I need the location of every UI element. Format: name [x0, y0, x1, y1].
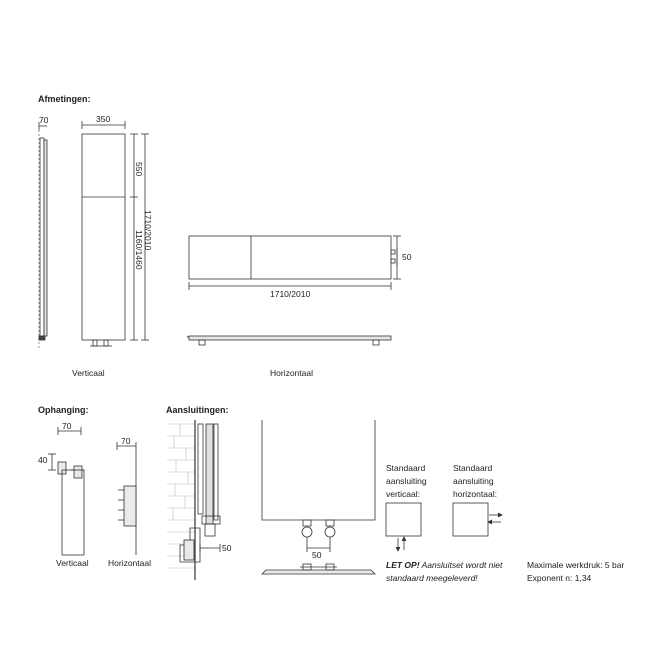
- dim-lower-height-label: 1160/1460: [134, 230, 144, 270]
- dim-depth-label: 70: [39, 115, 49, 125]
- warning-text-line2: standaard meegeleverd!: [386, 573, 478, 583]
- warning-note: [386, 559, 521, 585]
- dim-horiz-length-label: 1710/2010: [270, 289, 311, 299]
- label-standard-horizontal-line2: aansluiting: [453, 476, 494, 486]
- warning-bold: LET OP!: [386, 560, 420, 570]
- connection-wall-section: [167, 420, 220, 580]
- label-standard-vertical: [386, 462, 427, 501]
- section-title-ophanging: Ophanging:: [38, 405, 89, 415]
- dim-total-height-label: 1710/2010: [143, 210, 153, 251]
- label-standard-vertical-line3: verticaal:: [386, 489, 421, 499]
- label-standard-horizontal: [453, 462, 497, 501]
- hang-horizontal: [117, 442, 136, 555]
- standard-connection-horizontal: [453, 503, 502, 536]
- spec-note: [527, 559, 624, 585]
- caption-verticaal: Verticaal: [72, 368, 105, 378]
- label-standard-vertical-line1: Standaard: [386, 463, 426, 473]
- label-standard-horizontal-line3: horizontaal:: [453, 489, 497, 499]
- dim-conn-50a-label: 50: [222, 543, 232, 553]
- label-standard-horizontal-line1: Standaard: [453, 463, 493, 473]
- standard-connection-vertical: [386, 503, 421, 551]
- max-pressure: Maximale werkdruk: 5 bar: [527, 560, 625, 570]
- dim-hang-40-label: 40: [38, 455, 48, 465]
- dim-hang-70a-label: 70: [62, 421, 72, 431]
- dim-width-label: 350: [96, 114, 111, 124]
- dim-conn-50b-label: 50: [312, 550, 322, 560]
- section-title-afmetingen: Afmetingen:: [38, 94, 91, 104]
- dim-hang-70b-label: 70: [121, 436, 131, 446]
- section-title-aansluitingen: Aansluitingen:: [166, 405, 229, 415]
- dim-top-height-label: 550: [134, 162, 144, 177]
- caption-hang-horizontaal: Horizontaal: [108, 558, 151, 568]
- caption-hang-verticaal: Verticaal: [56, 558, 89, 568]
- caption-horizontaal: Horizontaal: [270, 368, 313, 378]
- dim-horiz-depth-label: 50: [402, 252, 412, 262]
- label-standard-vertical-line2: aansluiting: [386, 476, 427, 486]
- side-profile: [39, 122, 47, 350]
- warning-text: Aansluitset wordt niet: [419, 560, 503, 570]
- hang-vertical: [48, 427, 84, 555]
- exponent: Exponent n: 1,34: [527, 573, 592, 583]
